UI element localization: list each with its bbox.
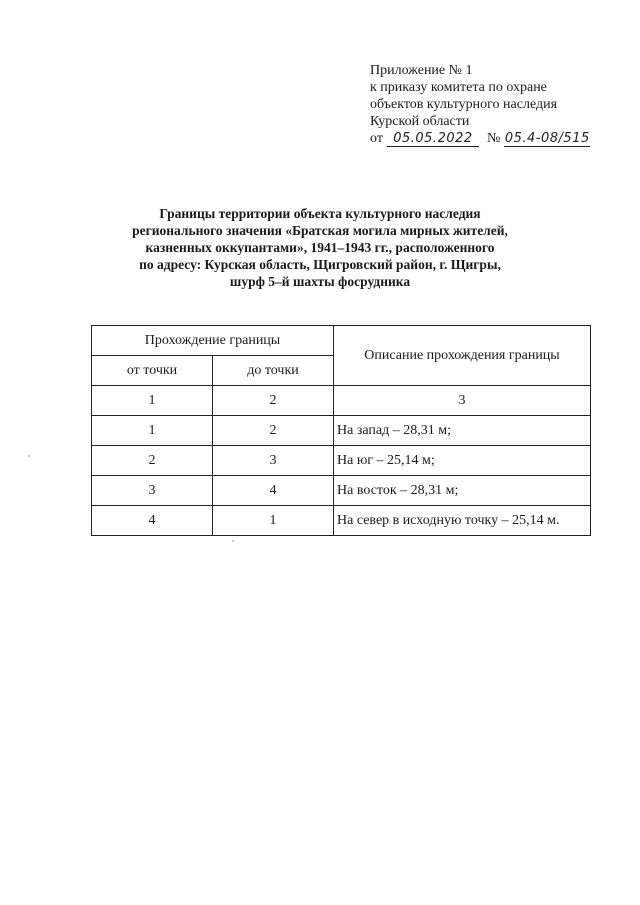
cell-to: 4 xyxy=(213,476,334,506)
cell-from: 4 xyxy=(92,506,213,536)
cell-description: На юг – 25,14 м; xyxy=(334,446,591,476)
from-label: от xyxy=(370,131,383,146)
cell-to: 2 xyxy=(213,416,334,446)
table-row xyxy=(92,476,591,506)
handwritten-order-number: 05.4-08/515 xyxy=(504,131,590,146)
cell-description: На запад – 28,31 м; xyxy=(334,416,591,446)
appendix-line-3: объектов культурного наследия xyxy=(370,97,558,112)
title-line-3: казненных оккупантами», 1941–1943 гг., расположенного xyxy=(145,240,495,255)
title-line-2: регионального значения «Братская могила мирных жителей, xyxy=(132,223,508,238)
table-row xyxy=(92,446,591,476)
title-line-1: Границы территории объекта культурного наследия xyxy=(159,206,481,221)
table-row xyxy=(92,506,591,536)
title-line-5: шурф 5–й шахты фосрудника xyxy=(229,274,411,289)
table-numbering-row xyxy=(92,386,591,416)
numbering-cell-1: 1 xyxy=(92,386,213,416)
appendix-line-4: Курской области xyxy=(370,114,470,129)
boundary-table xyxy=(91,325,591,536)
cell-from: 3 xyxy=(92,476,213,506)
document-title xyxy=(100,205,540,290)
table-header-row-1 xyxy=(92,326,591,356)
handwritten-date: 05.05.2022 xyxy=(387,132,479,147)
cell-from: 1 xyxy=(92,416,213,446)
table-row xyxy=(92,416,591,446)
appendix-line-1: Приложение № 1 xyxy=(370,63,473,78)
cell-from: 2 xyxy=(92,446,213,476)
appendix-date-number-line xyxy=(370,130,610,147)
header-to-point: до точки xyxy=(213,356,334,386)
header-from-point: от точки xyxy=(92,356,213,386)
title-line-4: по адресу: Курская область, Щигровский район, г. Щигры, xyxy=(139,257,501,272)
scan-speck xyxy=(28,455,30,457)
appendix-block xyxy=(370,62,610,147)
appendix-line-2: к приказу комитета по охране xyxy=(370,80,547,95)
cell-description: На север в исходную точку – 25,14 м. xyxy=(334,506,591,536)
number-sign: № xyxy=(486,131,501,146)
cell-to: 1 xyxy=(213,506,334,536)
header-boundary-passage: Прохождение границы xyxy=(92,326,334,356)
cell-to: 3 xyxy=(213,446,334,476)
header-description: Описание прохождения границы xyxy=(334,326,591,386)
numbering-cell-2: 2 xyxy=(213,386,334,416)
cell-description: На восток – 28,31 м; xyxy=(334,476,591,506)
scan-speck xyxy=(232,540,234,542)
numbering-cell-3: 3 xyxy=(334,386,591,416)
